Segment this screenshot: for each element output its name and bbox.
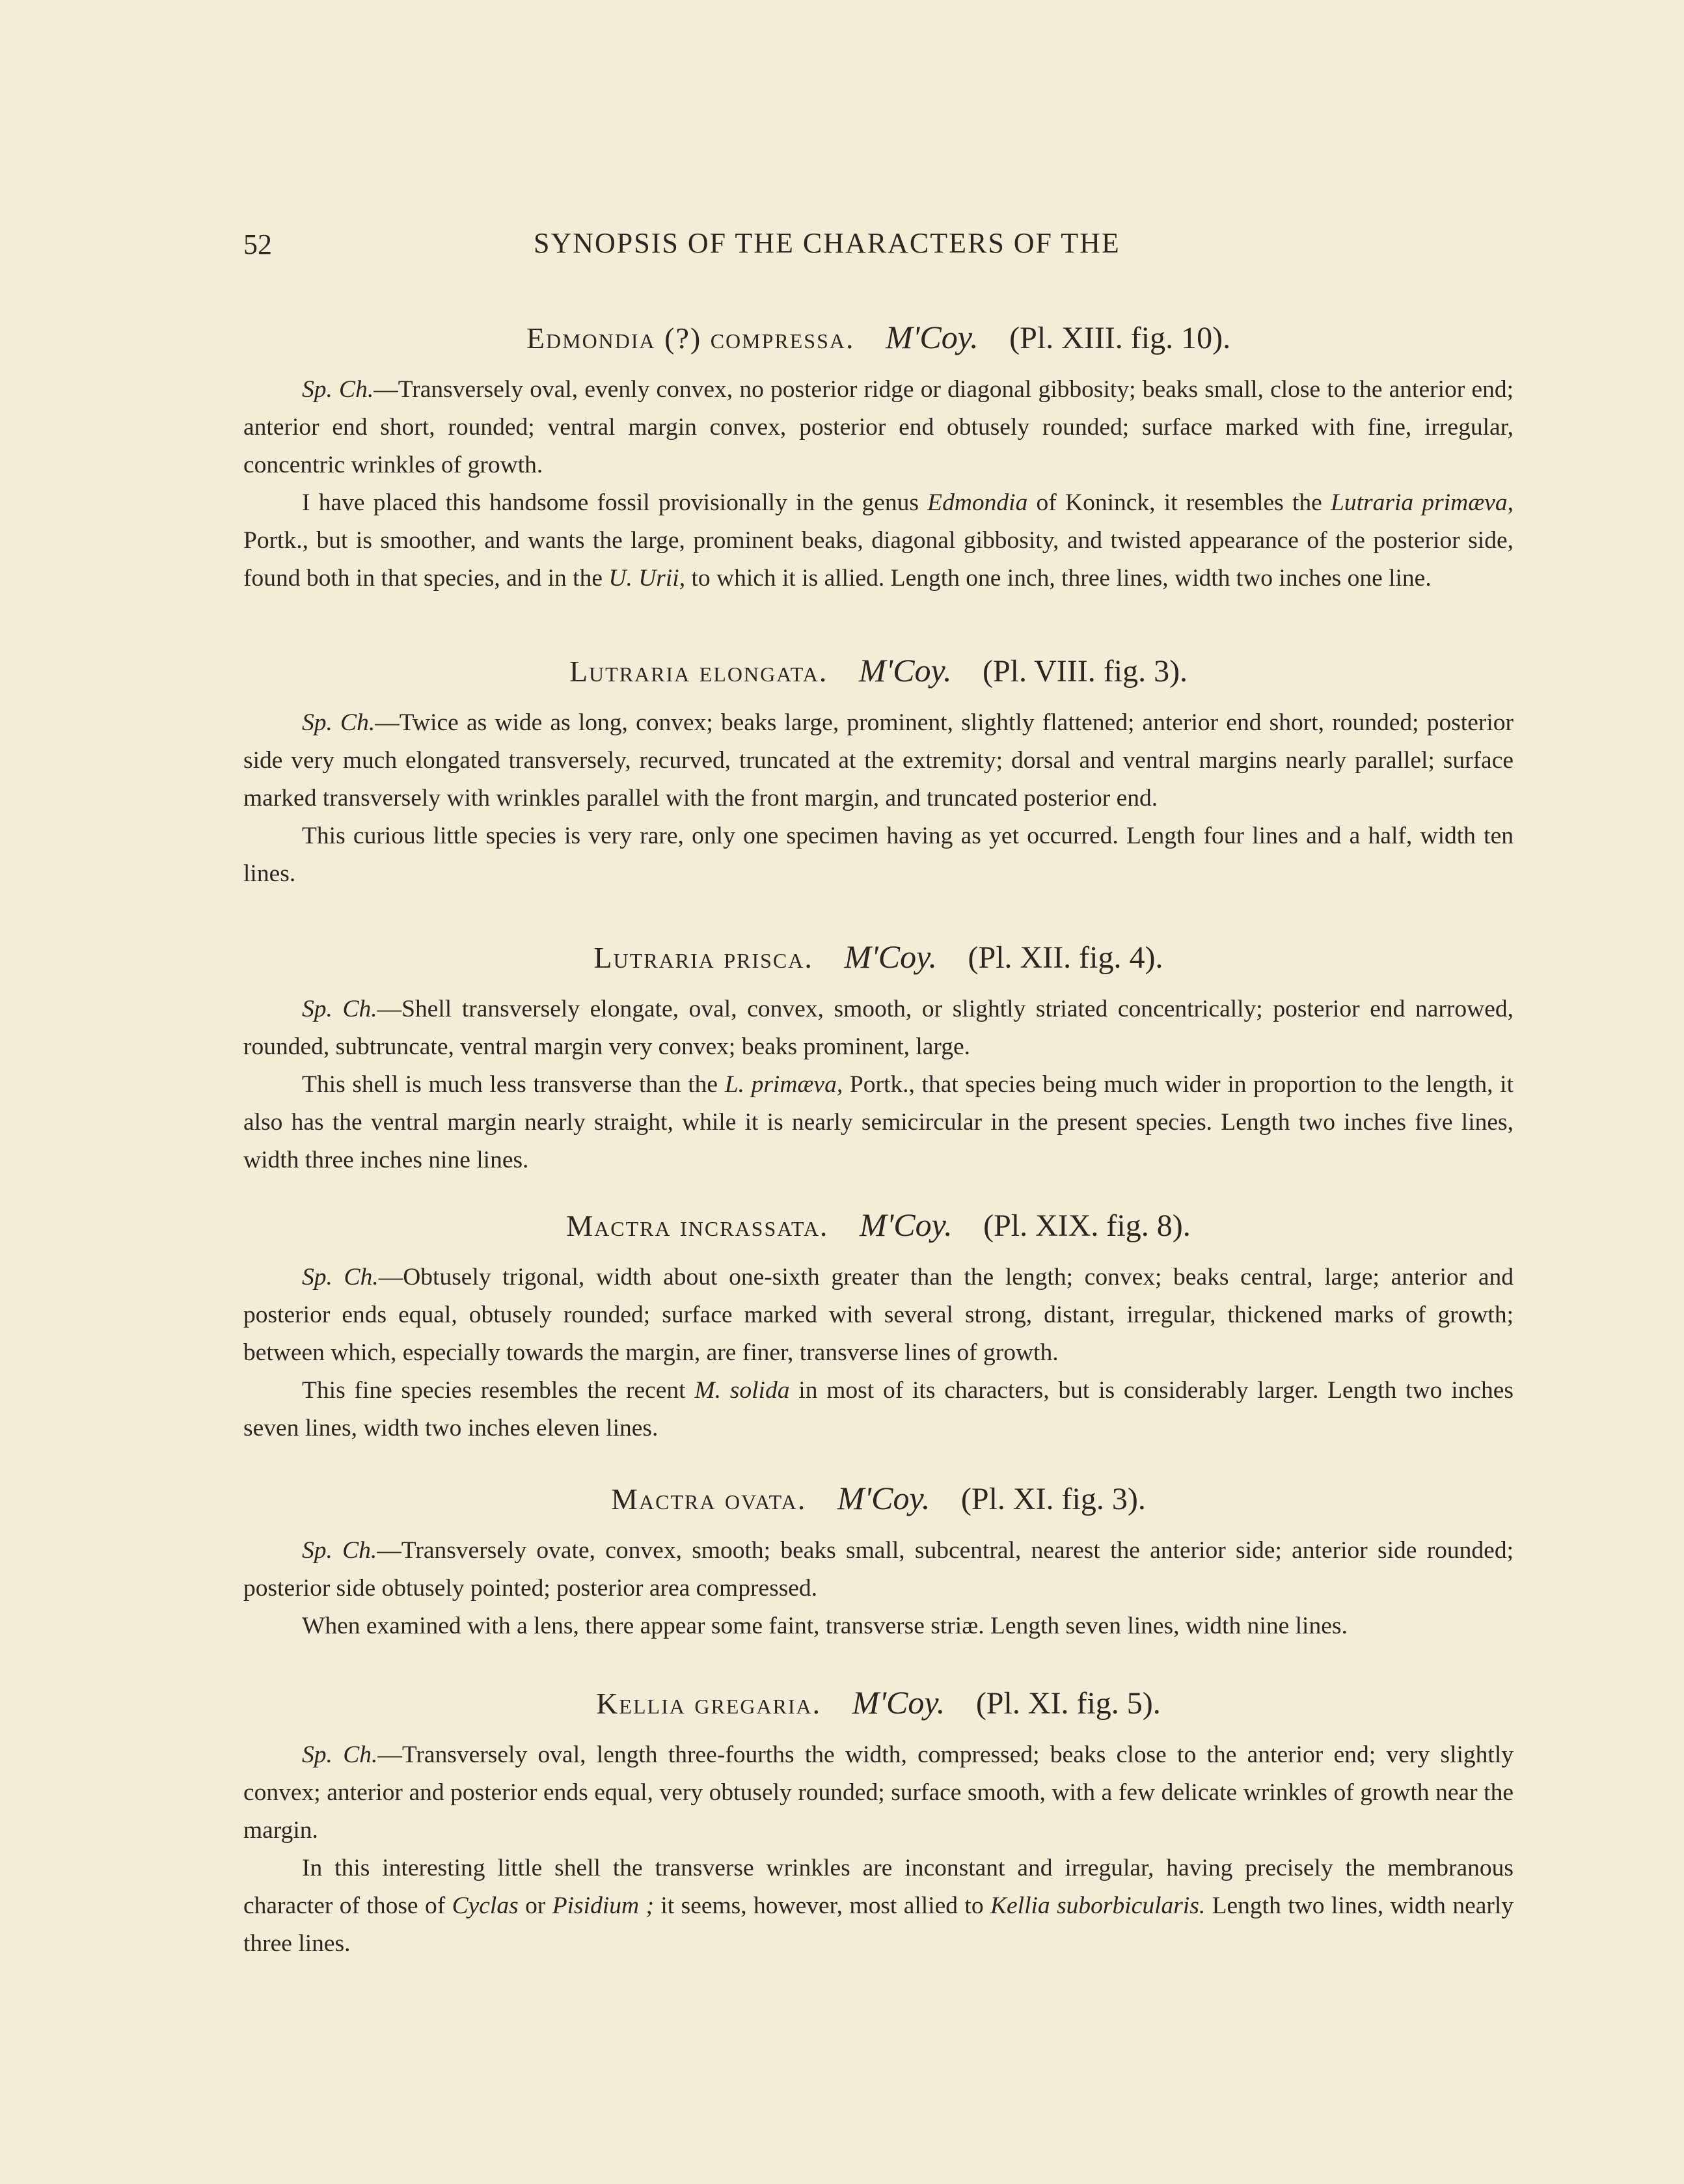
remark-text: In this interesting little shell the transverse wrinkles are inconstant and irregular, having precisely the membranous character of those of [243,1855,1514,1919]
species-name: Kellia gregaria. [596,1687,822,1720]
species-reference: M. solida [694,1377,790,1404]
remarks: When examined with a lens, there appear some faint, transverse striæ. Length seven lines, width nine lines. [302,1613,1348,1639]
sp-ch-text: —Transversely ovate, convex, smooth; beaks small, subcentral, nearest the anterior side; anterior side rounded; posterior side obtusely pointed; posterior area compressed. [243,1537,1514,1602]
species-name: Lutraria elongata. [569,655,828,688]
species-author: M'Coy. [837,1480,930,1516]
species-author: M'Coy. [859,1207,953,1243]
plate-reference: (Pl. XIII. fig. 10). [1009,321,1231,355]
plate-reference: (Pl. XI. fig. 5). [975,1686,1161,1721]
sp-ch-text: —Transversely oval, length three-fourths the width, compressed; beaks close to the anterior end; very slightly convex; anterior and posterior ends equal, very obtusely rounded; surface smooth, with a few delicate wrinkles of growth near the margin. [243,1741,1514,1844]
remark-text: Length two lines, width nearly three lines. [243,1892,1514,1957]
entry-heading [243,1205,1514,1246]
specific-characters [243,371,1514,484]
species-name: Mactra ovata. [611,1482,807,1516]
remark-text: I have placed this handsome fossil provisionally in the genus [302,489,928,516]
species-reference: Kellia suborbicularis. [990,1892,1206,1919]
genus-name: Cyclas [452,1892,519,1919]
species-reference: U. Urii, [608,565,686,592]
entry-heading [243,937,1514,977]
running-title: SYNOPSIS OF THE CHARACTERS OF THE [534,227,1120,259]
species-author: M'Coy. [852,1684,945,1721]
sp-ch-text: —Twice as wide as long, convex; beaks large, prominent, slightly flattened; anterior end short, rounded; posterior side very much elongated transversely, recurved, truncated at the extremity; dorsal and ventral margins nearly parallel; surface marked transversely with wrinkles parallel with the front margin, and truncated posterior end. [243,709,1514,812]
page-number: 52 [243,228,272,260]
remark-text: This shell is much less transverse than the [302,1071,725,1098]
remarks [243,484,1514,597]
remark-text: it seems, however, most allied to [653,1892,991,1919]
plate-reference: (Pl. XI. fig. 3). [960,1482,1146,1516]
remark-text: to which it is allied. Length one inch, three lines, width two inches one line. [685,565,1432,592]
remarks: This curious little species is very rare, only one specimen having as yet occurred. Length four lines and a half, width ten lines. [243,823,1514,887]
sp-ch-label: Sp. Ch. [302,1741,378,1768]
specific-characters [243,1259,1514,1372]
sp-ch-label: Sp. Ch. [302,376,374,403]
entry-heading [243,1683,1514,1723]
sp-ch-label: Sp. Ch. [302,996,377,1022]
species-name: Lutraria prisca. [593,941,813,974]
specific-characters [243,990,1514,1066]
sp-ch-text: —Shell transversely elongate, oval, convex, smooth, or slightly striated concentrically; posterior end narrowed, rounded, subtruncate, ventral margin very convex; beaks prominent, large. [243,996,1514,1060]
entry-heading [243,318,1514,358]
entry-edmondia-compressa [243,318,1514,597]
remark-text: This fine species resembles the recent [302,1377,695,1404]
species-name: Mactra incrassata. [566,1209,829,1242]
remark-text: Portk., that species being much wider in proportion to the length, it also has the ventral margin nearly straight, while it is nearly semicircular in the present species. Length two inches five lines, width three inches nine lines. [243,1071,1514,1173]
sp-ch-text: —Transversely oval, evenly convex, no posterior ridge or diagonal gibbosity; beaks small, close to the anterior end; anterior end short, rounded; ventral margin convex, posterior end obtusely rounded; surface marked with fine, irregular, concentric wrinkles of growth. [243,376,1514,478]
remark-text: or [518,1892,552,1919]
entry-mactra-ovata [243,1479,1514,1645]
sp-ch-label: Sp. Ch. [302,709,375,736]
remark-text: in most of its characters, but is considerably larger. Length two inches seven lines, width two inches eleven lines. [243,1377,1514,1441]
sp-ch-label: Sp. Ch. [302,1537,377,1564]
species-author: M'Coy. [858,652,952,689]
specific-characters [243,1736,1514,1850]
genus-name: Edmondia [927,489,1028,516]
plate-reference: (Pl. XII. fig. 4). [968,940,1163,975]
species-reference: L. primæva, [724,1071,843,1098]
entry-heading [243,1479,1514,1519]
species-author: M'Coy. [844,938,938,975]
sp-ch-label: Sp. Ch. [302,1264,379,1290]
remark-text: Portk., but is smoother, and wants the large, prominent beaks, diagonal gibbosity, and twisted appearance of the posterior side, found both in that species, and in the [243,527,1514,592]
plate-reference: (Pl. XIX. fig. 8). [983,1208,1191,1243]
genus-name: Pisidium ; [552,1892,654,1919]
plate-reference: (Pl. VIII. fig. 3). [982,654,1188,689]
entry-kellia-gregaria [243,1683,1514,1963]
species-reference: Lutraria primæva, [1331,489,1514,516]
remarks [243,1066,1514,1179]
remarks [243,1850,1514,1963]
species-author: M'Coy. [886,319,979,355]
remarks [243,1372,1514,1447]
species-name: Edmondia (?) compressa. [526,321,855,355]
specific-characters [243,704,1514,817]
specific-characters [243,1532,1514,1607]
entry-mactra-incrassata [243,1205,1514,1447]
sp-ch-text: —Obtusely trigonal, width about one-sixth greater than the length; convex; beaks central, large; anterior and posterior ends equal, obtusely rounded; surface marked with several strong, distant, irregular, thickened marks of growth; between which, especially towards the margin, are finer, transverse lines of growth. [243,1264,1514,1366]
entry-lutraria-elongata [243,651,1514,893]
entry-heading [243,651,1514,691]
entry-lutraria-prisca [243,937,1514,1179]
remark-text: of Koninck, it resembles the [1027,489,1331,516]
